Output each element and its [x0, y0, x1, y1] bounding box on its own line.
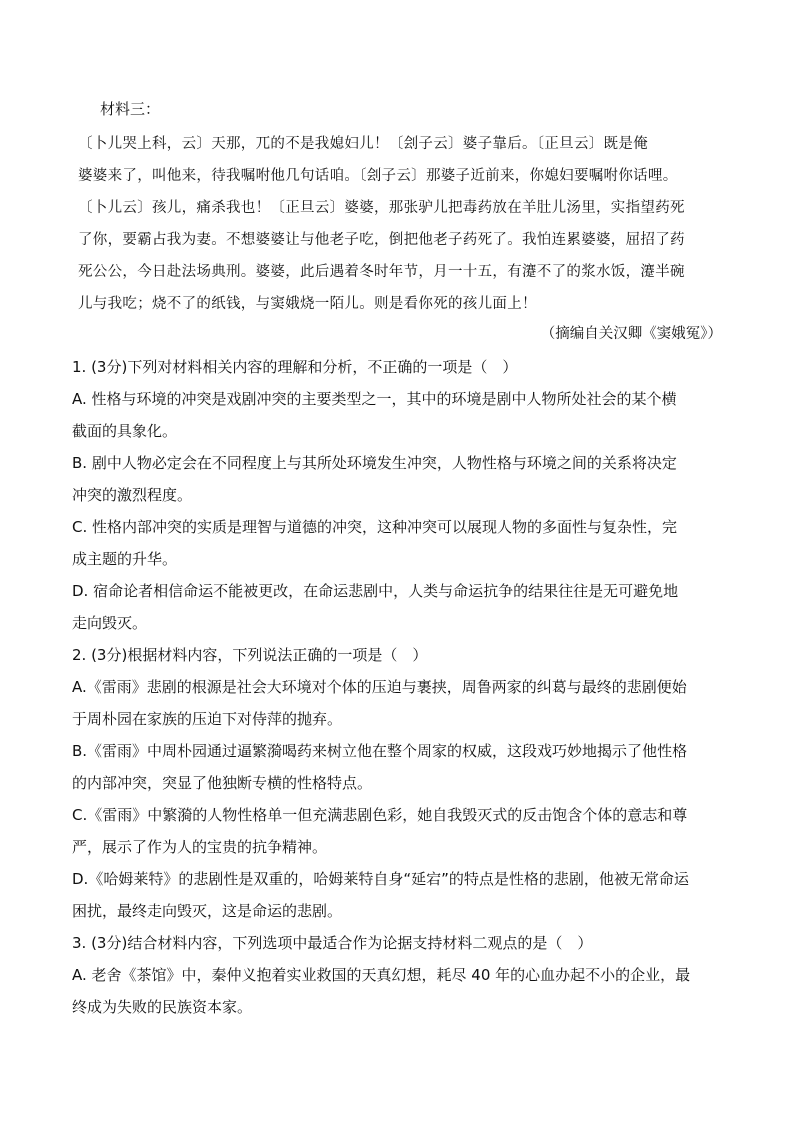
option-line: 成主题的升华。 [72, 550, 178, 568]
material-line: 婆婆来了，叫他来，待我嘱咐他几句话咱。〔刽子云〕那婆子近前来，你媳妇要嘱咐你话哩。 [78, 168, 678, 184]
option-line: 终成为失败的民族资本家。 [72, 998, 253, 1016]
question-stem: 1. (3分)下列对材料相关内容的理解和分析，不正确的一项是（ ） [72, 358, 518, 376]
material-line: 〔卜儿云〕孩儿，痛杀我也！〔正旦云〕婆婆，那张驴儿把毒药放在羊肚儿汤里，实指望药死 [78, 200, 685, 216]
material-source: （摘编自关汉卿《窦娥冤》） [540, 326, 722, 342]
option-line: A.《雷雨》悲剧的根源是社会大环境对个体的压迫与裹挟，周鲁两家的纠葛与最终的悲剧便始 [72, 678, 687, 696]
material-line: 〔卜儿哭上科，云〕天那，兀的不是我媳妇儿！〔刽子云〕婆子靠后。〔正旦云〕既是俺 [78, 136, 648, 152]
material-line: 儿与我吃；烧不了的纸钱，与窦娥烧一陌儿。则是看你死的孩儿面上！ [78, 296, 537, 312]
option-line: 于周朴园在家族的压迫下对侍萍的抛弃。 [72, 710, 343, 728]
option-line: 困扰，最终走向毁灭，这是命运的悲剧。 [72, 902, 343, 920]
option-line: 严，展示了作为人的宝贵的抗争精神。 [72, 838, 328, 856]
option-line: 冲突的激烈程度。 [72, 486, 193, 504]
option-line: 的内部冲突，突显了他独断专横的性格特点。 [72, 774, 373, 792]
question-stem: 2. (3分)根据材料内容，下列说法正确的一项是（ ） [72, 646, 428, 664]
material-title: 材料三： [100, 100, 161, 118]
option-line: C.《雷雨》中繁漪的人物性格单一但充满悲剧色彩，她自我毁灭式的反击饱含个体的意志和尊 [72, 806, 688, 824]
option-line: D.《哈姆莱特》的悲剧性是双重的，哈姆莱特自身“延宕”的特点是性格的悲剧，他被无常命运 [72, 870, 689, 888]
option-line: B. 剧中人物必定会在不同程度上与其所处环境发生冲突，人物性格与环境之间的关系将决定 [72, 454, 677, 472]
option-line: A. 老舍《茶馆》中，秦仲义抱着实业救国的天真幻想，耗尽 40 年的心血办起不小的企业，最 [72, 966, 691, 984]
option-line: C. 性格内部冲突的实质是理智与道德的冲突，这种冲突可以展现人物的多面性与复杂性，完 [72, 518, 678, 536]
option-line: B.《雷雨》中周朴园通过逼繁漪喝药来树立他在整个周家的权威，这段戏巧妙地揭示了他性格 [72, 742, 688, 760]
question-stem: 3. (3分)结合材料内容，下列选项中最适合作为论据支持材料二观点的是（ ） [72, 934, 593, 952]
option-line: D. 宿命论者相信命运不能被更改，在命运悲剧中，人类与命运抗争的结果往往是无可避免地 [72, 582, 679, 600]
option-line: 截面的具象化。 [72, 422, 178, 440]
option-line: A. 性格与环境的冲突是戏剧冲突的主要类型之一，其中的环境是剧中人物所处社会的某个横 [72, 390, 677, 408]
material-line: 了你，要霸占我为妻。不想婆婆让与他老子吃，倒把他老子药死了。我怕连累婆婆，屈招了药 [78, 232, 685, 248]
material-line: 死公公，今日赴法场典刑。婆婆，此后遇着冬时年节，月一十五，有瀽不了的浆水饭，瀽半碗 [78, 264, 685, 280]
option-line: 走向毁灭。 [72, 614, 148, 632]
